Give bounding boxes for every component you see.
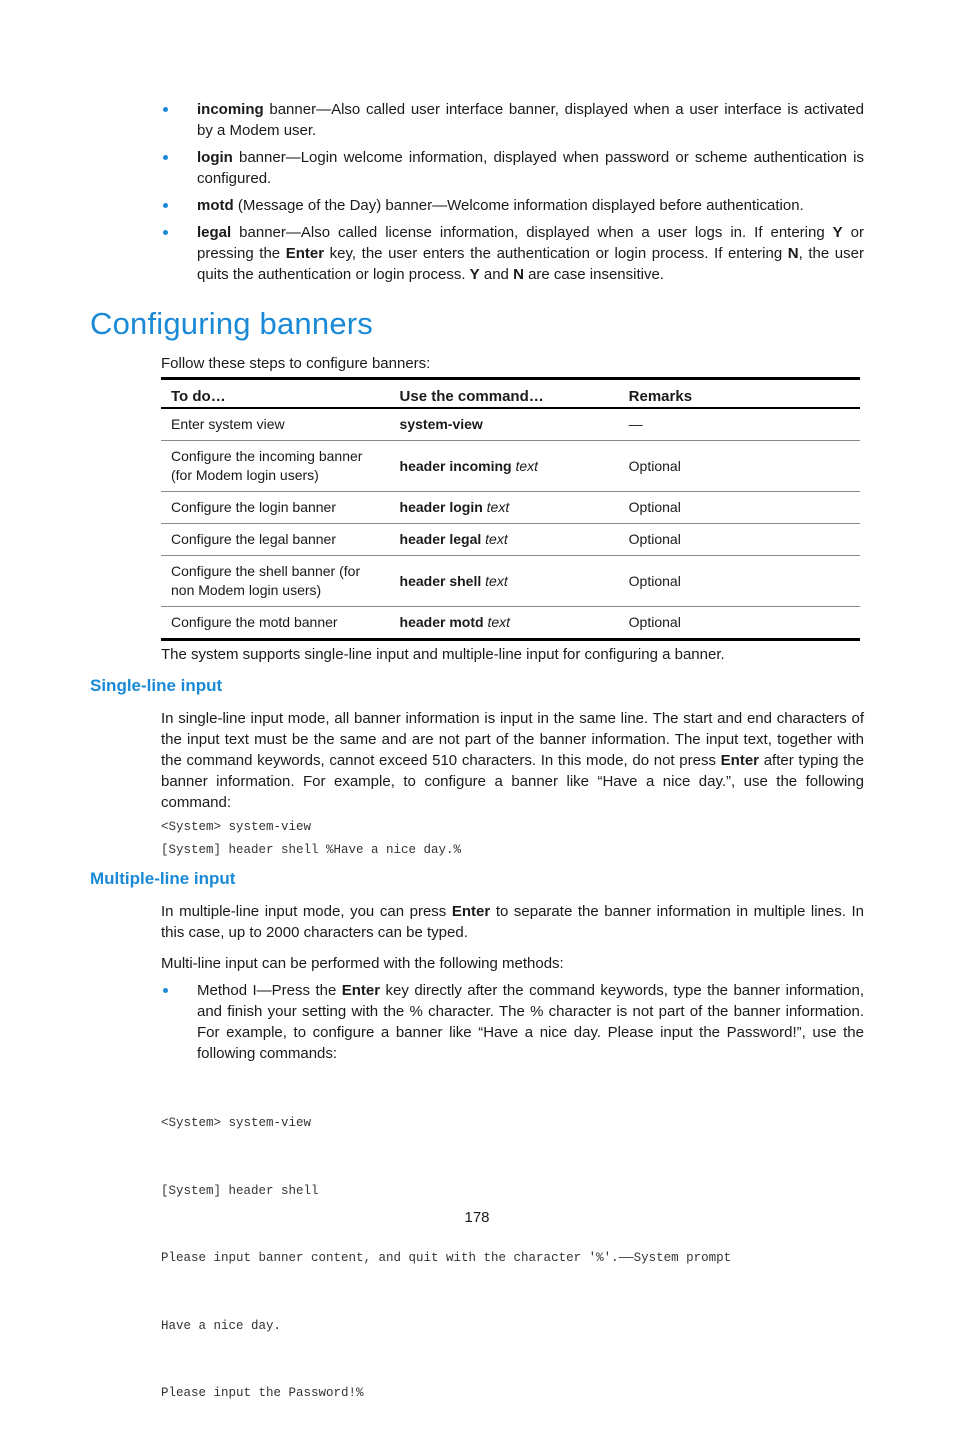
column-header: Use the command… [399,387,544,405]
section-title: Configuring banners [90,306,373,341]
code-block-multi-line: <System> system-view [System] header shell Please input banner content, and quit with the character '%'.——System prompt Have a nice day. Please input the Password!% [161,1116,732,1400]
multi-line-paragraph: In multiple-line input mode, you can press Enter to separate the banner information in multiple lines. In this case, up to 2000 characters can be typed. [161,903,865,941]
table-intro: Follow these steps to configure banners: [161,355,431,372]
table-header-row [161,379,860,409]
table-row: Configure the legal banner header legal text Optional [161,524,860,556]
list-item: Method I—Press the Enter key directly after the command keywords, type the banner information, and finish your setting with the % character. The % character is not part of the banner information. For example, to configure a banner like “Have a nice day. Please input the Password!”, use the following commands: [161,980,864,1064]
single-line-paragraph: In single-line input mode, all banner information is input in the same line. The start and end characters of the input text must be the same and are not part of the banner information. The input text, together with the command keywords, cannot exceed 510 characters. In this mode, do not press Enter after typing the banner information. For example, to configure a banner like “Have a nice day.”, use the following command: [161,710,864,811]
banner-types-list [161,99,864,291]
bullet-icon [163,155,168,160]
table-row: Configure the login banner header login text Optional [161,492,860,524]
config-steps-table [161,377,860,641]
table-row: Configure the incoming banner (for Modem login users) header incoming text Optional [161,441,860,492]
page-number: 178 [464,1209,490,1226]
bullet-icon [163,988,168,993]
list-item: incoming banner—Also called user interface banner, displayed when a user interface is activated by a Modem user. [161,99,864,141]
subsection-title-multi-line: Multiple-line input [90,869,236,888]
table-row: Enter system view system-view — [161,408,860,441]
bullet-icon [163,107,168,112]
column-header: Remarks [628,387,693,405]
methods-list [161,980,864,1070]
subsection-title-single-line: Single-line input [90,676,223,695]
code-block-single-line: <System> system-view [System] header shell %Have a nice day.% [161,820,462,857]
table-row: Configure the shell banner (for non Modem login users) header shell text Optional [161,556,860,607]
list-item: legal banner—Also called license information, displayed when a user logs in. If entering Y or pressing the Enter key, the user enters the authentication or login process. If entering N, the user quits the authentication or login process. Y and N are case insensitive. [161,222,864,285]
column-header: To do… [171,387,226,405]
input-modes-paragraph: The system supports single-line input and multiple-line input for configuring a banner. [161,646,725,663]
table-row: Configure the motd banner header motd text Optional [161,607,860,640]
methods-intro: Multi-line input can be performed with the following methods: [161,955,564,972]
list-item: login banner—Login welcome information, displayed when password or scheme authentication is configured. [161,147,864,189]
list-item: motd (Message of the Day) banner—Welcome information displayed before authentication. [161,195,864,216]
bullet-icon [163,230,168,235]
bullet-icon [163,203,168,208]
